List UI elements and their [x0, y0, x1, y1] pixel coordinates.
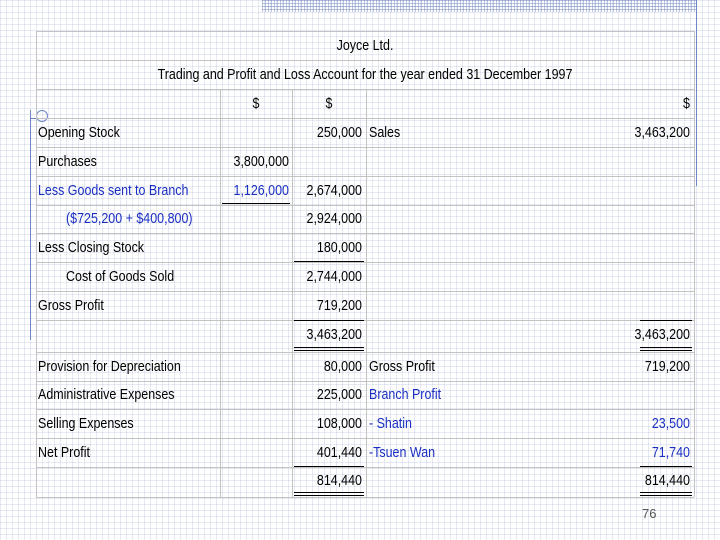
right-label: Branch Profit	[369, 387, 442, 403]
right-label: - Shatin	[369, 416, 412, 432]
amount-col1: 3,800,000	[233, 154, 289, 170]
grid-line	[36, 438, 694, 439]
row-label: Net Profit	[38, 445, 90, 461]
total-col4: 814,440	[644, 473, 690, 489]
company-name: Joyce Ltd.	[336, 38, 394, 54]
grid-line	[36, 147, 694, 148]
currency-header-col1: $	[252, 96, 260, 112]
total-col2: 814,440	[316, 473, 362, 489]
amount-col4: 23,500	[651, 416, 690, 432]
row-label: Administrative Expenses	[38, 387, 175, 403]
row-label: Provision for Depreciation	[38, 359, 181, 375]
subtotal-underline	[294, 261, 364, 262]
grid-line	[36, 320, 694, 321]
amount-col4: 71,740	[651, 445, 690, 461]
amount-col2: 401,440	[316, 445, 362, 461]
row-label: Less Closing Stock	[38, 240, 145, 256]
row-label: Gross Profit	[38, 298, 104, 314]
grid-line	[36, 89, 694, 90]
amount-col2: 80,000	[323, 359, 362, 375]
grid-line	[292, 89, 293, 497]
total-double-underline	[294, 347, 364, 351]
amount-col2: 719,200	[316, 298, 362, 314]
currency-header-col4: $	[683, 96, 690, 112]
right-label: Sales	[369, 125, 401, 141]
amount-col2: 2,744,000	[306, 269, 362, 285]
total-col4: 3,463,200	[634, 327, 690, 343]
total-double-underline	[294, 492, 364, 496]
total-double-underline	[640, 347, 692, 351]
amount-col2: 225,000	[316, 387, 362, 403]
subtotal-underline	[222, 203, 290, 204]
row-label: Purchases	[38, 154, 97, 170]
total-double-underline	[640, 492, 692, 496]
amount-col2: 2,924,000	[306, 211, 362, 227]
currency-header-col2: $	[325, 96, 333, 112]
right-label: Gross Profit	[369, 359, 435, 375]
amount-col2: 108,000	[316, 416, 362, 432]
row-label: Less Goods sent to Branch	[38, 183, 189, 199]
amount-col2: 2,674,000	[306, 183, 362, 199]
grid-line	[36, 409, 694, 410]
amount-col2: 180,000	[316, 240, 362, 256]
row-label: Opening Stock	[38, 125, 120, 141]
grid-line	[36, 467, 694, 468]
grid-line	[36, 291, 694, 292]
total-col2: 3,463,200	[306, 327, 362, 343]
amount-col4: 3,463,200	[634, 125, 690, 141]
page-number: 76	[642, 506, 657, 521]
grid-line	[36, 497, 694, 498]
row-label: Cost of Goods Sold	[66, 269, 175, 285]
grid-line	[220, 89, 221, 497]
amount-col4: 719,200	[644, 359, 690, 375]
grid-line	[36, 31, 37, 497]
amount-col1: 1,126,000	[233, 183, 289, 199]
row-label: Selling Expenses	[38, 416, 134, 432]
statement-title: Trading and Profit and Loss Account for the year ended 31 December 1997	[157, 67, 573, 83]
amount-col2: 250,000	[316, 125, 362, 141]
grid-line	[366, 89, 367, 497]
row-label: ($725,200 + $400,800)	[66, 211, 193, 227]
grid-line	[694, 31, 695, 497]
right-label: -Tsuen Wan	[369, 445, 436, 461]
grid-line	[36, 118, 694, 119]
